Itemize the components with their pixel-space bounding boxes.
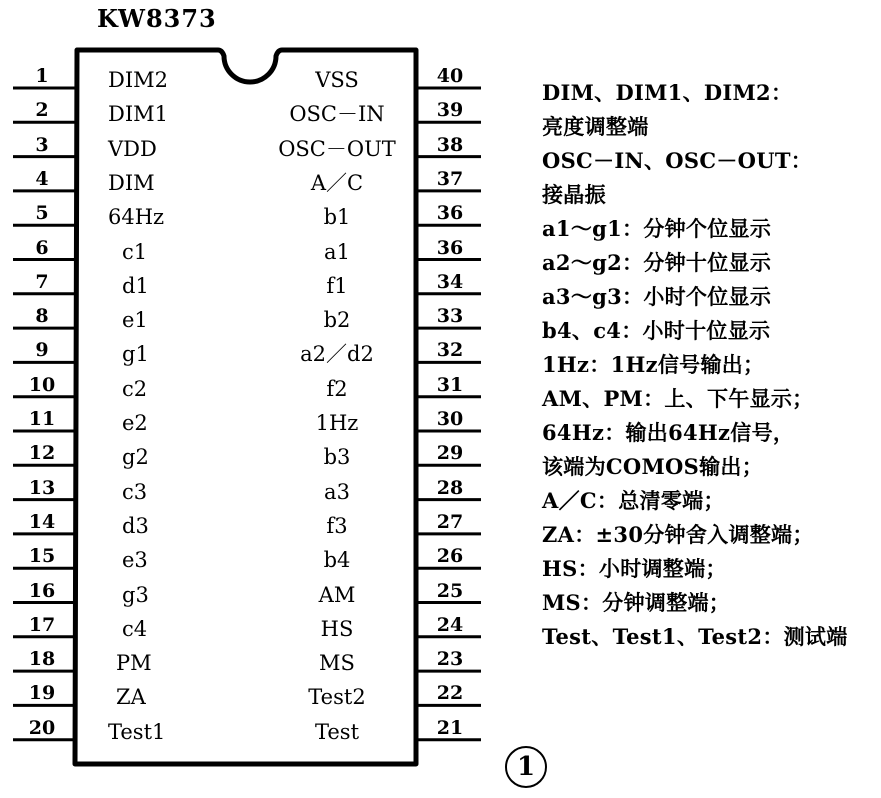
pin-number: 12: [28, 442, 56, 465]
pin-number: 37: [436, 167, 464, 190]
pin-number: 40: [436, 65, 464, 87]
chip-title: KW8373: [97, 4, 217, 33]
pin-label: DIM1: [108, 102, 168, 127]
legend-line: 64Hz：输出64Hz信号，: [542, 420, 795, 445]
pin-number: 20: [28, 716, 56, 739]
pin-label: OSC－OUT: [278, 136, 396, 161]
legend-line: ZA：±30分钟舍入调整端；: [542, 522, 814, 547]
pin-label: d1: [122, 273, 149, 298]
legend-line: 亮度调整端: [542, 114, 649, 139]
pin-label: 64Hz: [108, 205, 165, 230]
legend-line: A／C：总清零端；: [542, 488, 725, 513]
pin-label: a1: [324, 239, 350, 264]
pin-label: e3: [122, 548, 148, 573]
legend-line: a1～g1：分钟个位显示: [542, 216, 772, 241]
pin-number: 28: [436, 476, 464, 499]
pin-label: f3: [326, 513, 348, 538]
legend-line: OSC－IN、OSC－OUT：: [542, 148, 813, 173]
pin-label: g3: [122, 582, 149, 607]
pin-number: 21: [436, 716, 464, 739]
legend-line: AM、PM：上、下午显示；: [542, 386, 814, 411]
pin-label: f1: [326, 273, 348, 298]
pin-label: c2: [122, 376, 148, 401]
pin-label: OSC－IN: [289, 102, 385, 127]
pin-label: MS: [319, 651, 355, 676]
pin-number: 8: [35, 305, 49, 328]
pin-label: c3: [122, 479, 148, 504]
pin-number: 23: [436, 648, 464, 671]
pin-number: 16: [28, 579, 56, 602]
pin-label: ZA: [116, 685, 146, 710]
pin-number: 13: [28, 476, 56, 499]
pin-label: 1Hz: [315, 411, 359, 435]
pin-label: b2: [323, 308, 351, 333]
pin-number: 19: [28, 682, 56, 705]
pin-label: c4: [122, 616, 148, 641]
pin-label: VSS: [315, 68, 359, 92]
pin-number: 36: [436, 202, 464, 225]
pin-number: 14: [28, 510, 56, 533]
legend-line: MS：分钟调整端；: [542, 590, 731, 615]
pin-number: 17: [28, 613, 56, 636]
pin-label: a3: [324, 479, 350, 504]
pin-number: 33: [436, 305, 464, 328]
pin-number: 36: [436, 236, 464, 259]
pin-number: 39: [436, 99, 464, 122]
pin-number: 27: [436, 510, 464, 533]
pin-label: c1: [122, 239, 148, 264]
pin-number: 38: [436, 133, 464, 156]
pin-label: d3: [122, 513, 149, 538]
pin-legend: [542, 76, 848, 654]
pin-number: 15: [28, 545, 56, 568]
legend-line: a2～g2：分钟十位显示: [542, 250, 772, 275]
pin-number: 3: [35, 133, 49, 156]
legend-line: b4、c4：小时十位显示: [542, 318, 771, 343]
pin-number: 7: [35, 270, 49, 293]
pin-label: Test1: [108, 719, 166, 744]
pin-label: e1: [122, 308, 148, 333]
pin-number: 26: [436, 545, 464, 568]
pin-number: 11: [28, 408, 56, 430]
pin-number: 31: [436, 373, 464, 396]
pin-label: Test2: [308, 685, 366, 710]
pin-label: VDD: [108, 136, 157, 161]
pin-label: f2: [326, 376, 348, 401]
pin-number: 34: [436, 270, 464, 293]
pin-number: 24: [436, 613, 464, 636]
pin-label: DIM2: [108, 68, 168, 92]
pin-number: 32: [436, 339, 464, 362]
pin-label: b4: [323, 548, 351, 573]
legend-line: 该端为COMOS输出；: [542, 454, 764, 479]
pin-number: 10: [28, 373, 56, 396]
legend-line: DIM、DIM1、DIM2：: [542, 80, 793, 105]
figure-number: 1: [505, 746, 547, 788]
pin-label: HS: [320, 616, 354, 641]
pin-label: b3: [323, 445, 351, 470]
pin-label: a2／d2: [300, 342, 374, 367]
pin-number: 9: [35, 339, 49, 362]
pin-label: g1: [122, 342, 149, 367]
pin-number: 25: [436, 579, 464, 602]
pin-label: DIM: [108, 170, 155, 195]
pin-label: PM: [116, 651, 152, 676]
pin-number: 4: [35, 167, 49, 190]
pin-number: 18: [28, 648, 56, 671]
legend-line: HS：小时调整端；: [542, 556, 727, 581]
pin-label: Test: [314, 719, 360, 744]
legend-line: 接晶振: [542, 182, 606, 207]
pin-label: g2: [122, 445, 149, 470]
pin-label: e2: [122, 411, 148, 435]
pin-label: AM: [318, 582, 356, 607]
pin-number: 2: [35, 99, 49, 122]
pin-label: b1: [323, 205, 351, 230]
pin-number: 1: [35, 65, 49, 87]
pin-number: 30: [436, 408, 464, 430]
pin-number: 6: [35, 236, 49, 259]
legend-line: 1Hz：1Hz信号输出；: [542, 352, 765, 377]
pin-number: 5: [35, 202, 49, 225]
legend-line: a3～g3：小时个位显示: [542, 284, 772, 309]
legend-line: Test、Test1、Test2：测试端: [542, 624, 848, 649]
pin-number: 22: [436, 682, 464, 705]
pin-number: 29: [436, 442, 464, 465]
pin-label: A／C: [310, 170, 364, 195]
